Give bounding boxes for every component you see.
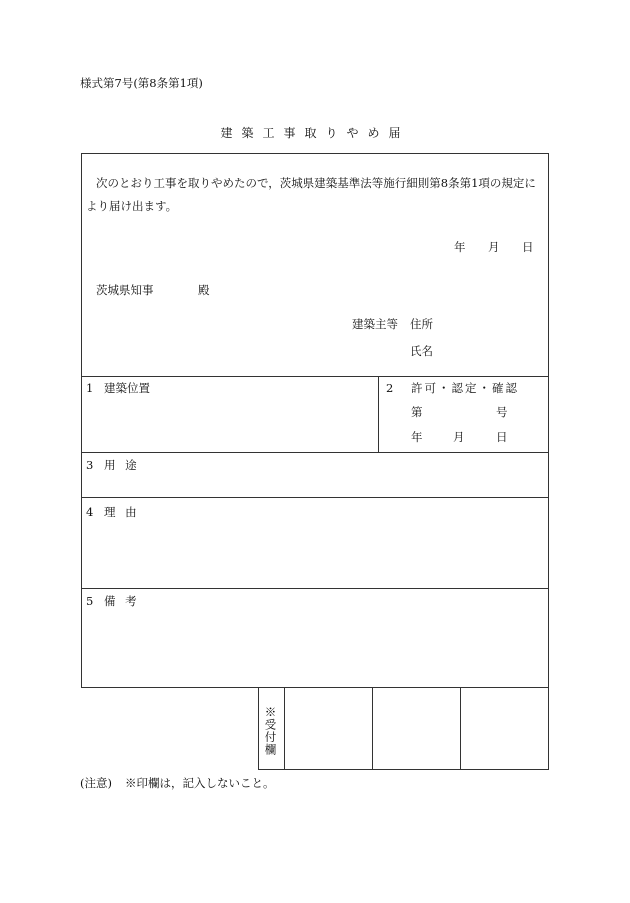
section-1-label: 建築位置 xyxy=(104,381,150,395)
section-4-number: 4 xyxy=(86,505,94,519)
permit-year-label: 年 xyxy=(411,430,423,444)
reception-divider-3 xyxy=(460,687,461,770)
permit-number-prefix: 第 xyxy=(411,405,423,419)
permit-month-label: 月 xyxy=(453,430,465,444)
section-3-label: 用 途 xyxy=(104,458,140,472)
reception-label: ※受付欄 xyxy=(263,706,278,756)
divider-row-3 xyxy=(81,497,549,498)
form-frame xyxy=(81,153,549,688)
applicant-address-label: 住所 xyxy=(410,317,433,331)
submit-day-label: 日 xyxy=(522,240,534,254)
submit-month-label: 月 xyxy=(488,240,500,254)
permit-number-suffix: 号 xyxy=(496,405,508,419)
section-2-number: 2 xyxy=(386,381,394,395)
section-2-label: 許可・認定・確認 xyxy=(411,381,519,395)
note-text: ※印欄は，記入しないこと。 xyxy=(125,776,275,790)
reception-divider-2 xyxy=(372,687,373,770)
applicant-name-label: 氏名 xyxy=(410,344,433,358)
form-number: 様式第7号(第8条第1項) xyxy=(80,76,203,90)
divider-row-4 xyxy=(81,588,549,589)
section-5-number: 5 xyxy=(86,594,94,608)
intro-line-2: より届け出ます。 xyxy=(86,199,178,213)
divider-section-1-2 xyxy=(378,376,379,453)
note-prefix: (注意) xyxy=(80,776,112,790)
section-4-label: 理 由 xyxy=(104,505,140,519)
applicant-role: 建築主等 xyxy=(352,317,398,331)
form-title: 建築工事取りやめ届 xyxy=(220,126,410,140)
addressee-name: 茨城県知事 xyxy=(96,283,154,297)
section-1-number: 1 xyxy=(86,381,94,395)
intro-line-1: 次のとおり工事を取りやめたので，茨城県建築基準法等施行細則第8条第1項の規定に xyxy=(96,176,536,190)
permit-day-label: 日 xyxy=(496,430,508,444)
divider-row-1 xyxy=(81,376,549,377)
divider-row-2 xyxy=(81,452,549,453)
submit-year-label: 年 xyxy=(454,240,466,254)
reception-divider-1 xyxy=(284,687,285,770)
reception-table xyxy=(258,687,549,770)
addressee-honorific: 殿 xyxy=(198,283,210,297)
section-3-number: 3 xyxy=(86,458,94,472)
section-5-label: 備 考 xyxy=(104,594,140,608)
